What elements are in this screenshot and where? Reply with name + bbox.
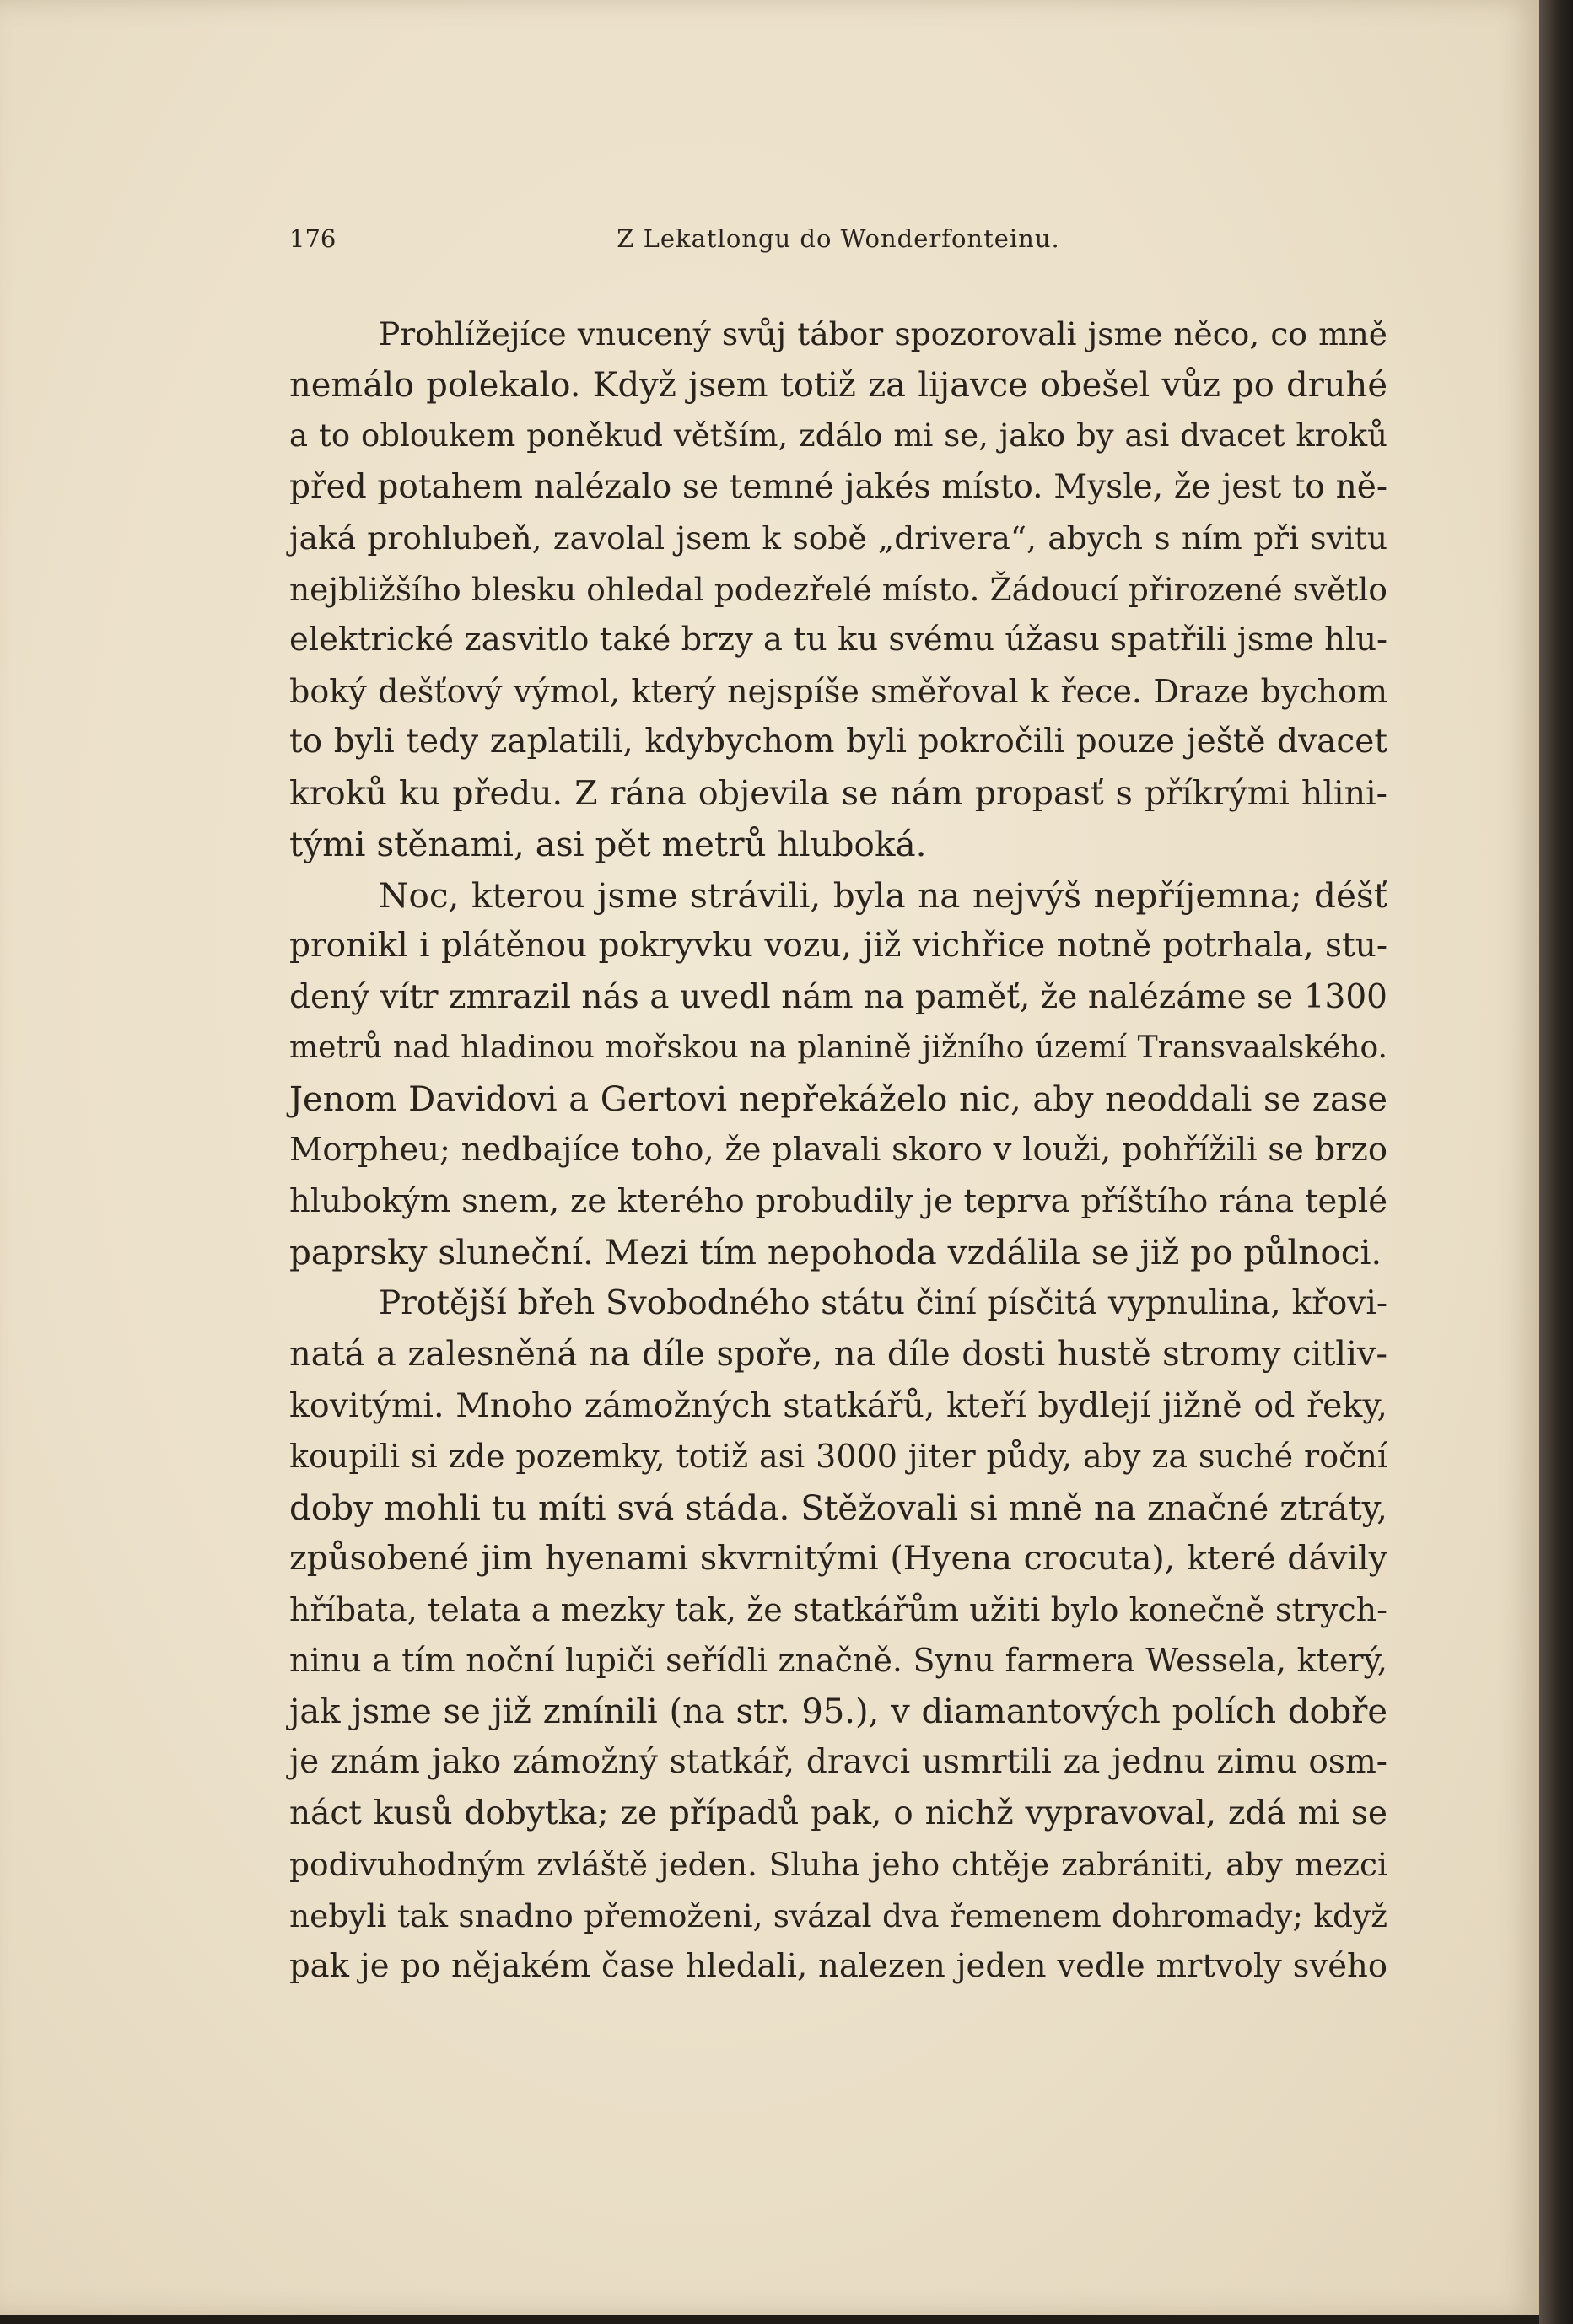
paragraph bbox=[289, 309, 1387, 870]
text-line: to byli tedy zaplatili, kdybychom byli pokročili pouze ještě dvacet bbox=[289, 723, 1387, 761]
text-line: kroků ku předu. Z rána objevila se nám propasť s příkrými hlini- bbox=[289, 773, 1387, 813]
text-line: Morpheu; nedbajíce toho, že plavali skoro v louži, pohřížili se brzo bbox=[289, 1131, 1387, 1169]
text-line: elektrické zasvitlo také brzy a tu ku svému úžasu spatřili jsme hlu- bbox=[289, 621, 1387, 659]
text-line: podivuhodným zvláště jeden. Sluha jeho chtěje zabrániti, aby mezci bbox=[289, 1846, 1387, 1883]
text-line: dený vítr zmrazil nás a uvedl nám na paměť, že nalézáme se 1300 bbox=[289, 977, 1387, 1016]
text-line: způsobené jim hyenami skvrnitými (Hyena crocuta), které dávily bbox=[289, 1539, 1387, 1578]
body-text bbox=[289, 309, 1387, 1993]
text-line: doby mohli tu míti svá stáda. Stěžovali si mně na značné ztráty, bbox=[289, 1487, 1387, 1528]
text-line: metrů nad hladinou mořskou na planině jižního území Transvaalského. bbox=[289, 1030, 1387, 1065]
text-line: tými stěnami, asi pět metrů hluboká. bbox=[289, 824, 927, 864]
text-line: jak jsme se již zmínili (na str. 95.), v diamantových polích dobře bbox=[289, 1692, 1387, 1731]
text-line: paprsky sluneční. Mezi tím nepohoda vzdálila se již po půlnoci. bbox=[289, 1232, 1382, 1272]
text-line: Jenom Davidovi a Gertovi nepřekáželo nic, aby neoddali se zase bbox=[289, 1079, 1387, 1119]
text-line: pak je po nějakém čase hledali, nalezen jeden vedle mrtvoly svého bbox=[289, 1947, 1387, 1985]
book-gutter-edge bbox=[1539, 0, 1573, 2324]
text-line: pronikl i plátěnou pokryvku vozu, již vichřice notně potrhala, stu- bbox=[289, 927, 1387, 965]
text-line: před potahem nalézalo se temné jakés místo. Mysle, že jest to ně- bbox=[289, 467, 1387, 506]
text-line: je znám jako zámožný statkář, dravci usmrtili za jednu zimu osm- bbox=[289, 1743, 1387, 1781]
text-line: náct kusů dobytka; ze případů pak, o nichž vypravoval, zdá mi se bbox=[289, 1794, 1387, 1832]
page-header bbox=[289, 224, 1387, 258]
text-line: a to obloukem poněkud větším, zdálo mi se, jako by asi dvacet kroků bbox=[289, 417, 1387, 454]
text-line: nejbližšího blesku ohledal podezřelé místo. Žádoucí přirozené světlo bbox=[289, 570, 1387, 608]
paragraph bbox=[289, 1278, 1387, 1993]
text-line: boký dešťový výmol, který nejspíše směřoval k řece. Draze bychom bbox=[289, 672, 1387, 710]
page-number: 176 bbox=[289, 224, 337, 253]
text-line: hlubokým snem, ze kterého probudily je teprva příštího rána teplé bbox=[289, 1181, 1387, 1220]
text-line: jaká prohlubeň, zavolal jsem k sobě „drivera“, abych s ním při svitu bbox=[289, 519, 1387, 557]
text-line: Protější břeh Svobodného státu činí písčitá vypnulina, křovi- bbox=[379, 1283, 1387, 1322]
text-line: kovitými. Mnoho zámožných statkářů, kteří bydlejí jižně od řeky, bbox=[289, 1385, 1387, 1425]
text-line: Noc, kterou jsme strávili, byla na nejvýš nepříjemna; déšť bbox=[379, 874, 1387, 916]
paragraph bbox=[289, 870, 1387, 1278]
running-title: Z Lekatlongu do Wonderfonteinu. bbox=[617, 224, 1060, 253]
text-line: Prohlížejíce vnucený svůj tábor spozorovali jsme něco, co mně bbox=[379, 315, 1387, 352]
text-line: ninu a tím noční lupiči seřídli značně. Synu farmera Wessela, který, bbox=[289, 1642, 1387, 1679]
text-line: nebyli tak snadno přemoženi, svázal dva řemenem dohromady; když bbox=[289, 1896, 1387, 1934]
text-line: natá a zalesněná na díle spoře, na díle dosti hustě stromy citliv- bbox=[289, 1335, 1387, 1374]
text-line: koupili si zde pozemky, totiž asi 3000 jiter půdy, aby za suché roční bbox=[289, 1438, 1387, 1475]
text-line: hříbata, telata a mezky tak, že statkářům užiti bylo konečně strych- bbox=[289, 1590, 1387, 1628]
text-line: nemálo polekalo. Když jsem totiž za lijavce obešel vůz po druhé bbox=[289, 365, 1387, 405]
